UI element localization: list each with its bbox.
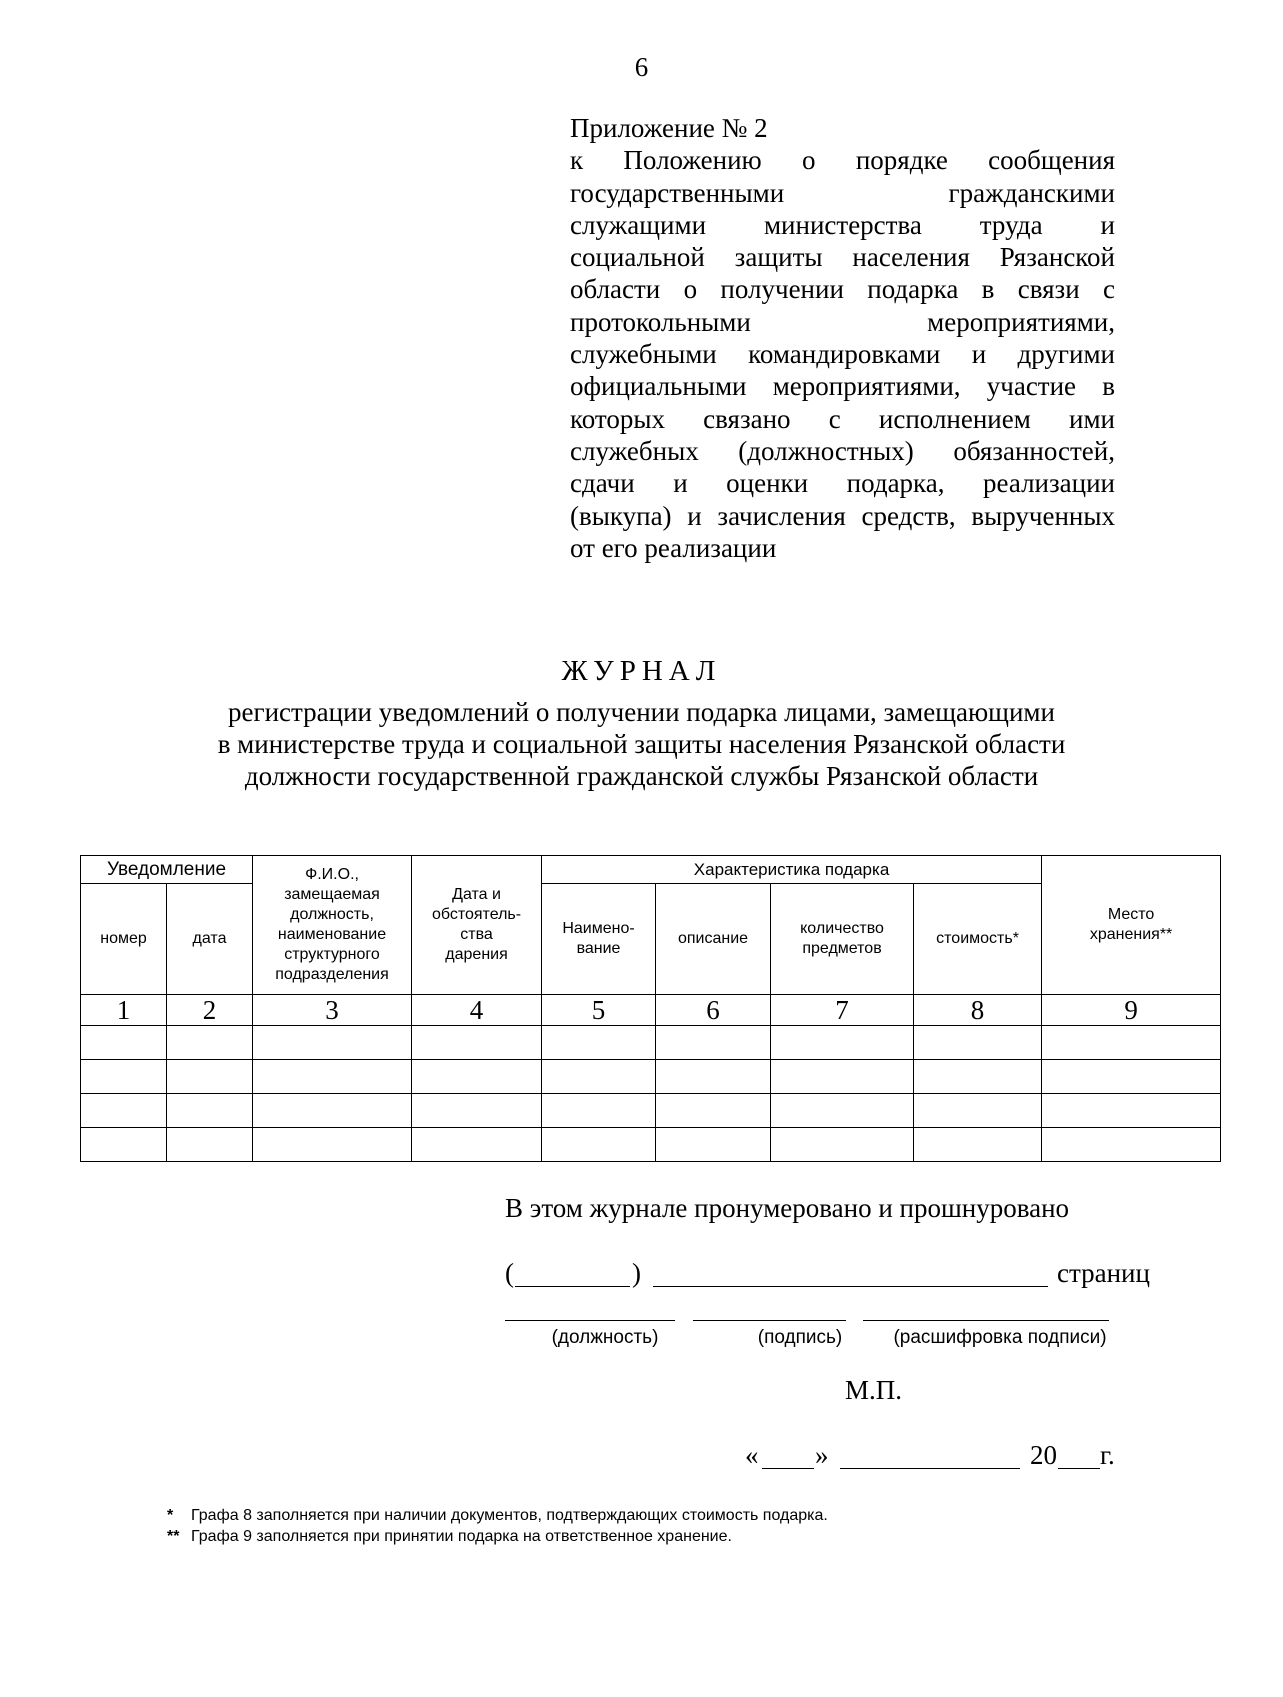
table-cell[interactable] bbox=[771, 1026, 914, 1060]
table-cell[interactable] bbox=[1042, 1094, 1221, 1128]
quote-open: « bbox=[745, 1440, 759, 1470]
column-number: 7 bbox=[771, 995, 914, 1026]
caption-decoding: (расшифровка подписи) bbox=[893, 1327, 1107, 1348]
appendix-line: социальной защиты населения Рязанской bbox=[570, 242, 1115, 273]
header-description: описание bbox=[656, 884, 771, 995]
appendix-line: которых связано с исполнением ими bbox=[570, 403, 1115, 434]
close-paren: ) bbox=[632, 1258, 641, 1288]
table-cell[interactable] bbox=[656, 1026, 771, 1060]
table-cell[interactable] bbox=[253, 1094, 412, 1128]
caption-position: (должность) bbox=[551, 1327, 659, 1348]
table-cell[interactable] bbox=[542, 1094, 656, 1128]
pages-label: страниц bbox=[1057, 1258, 1150, 1288]
journal-subtitle-line: в министерстве труда и социальной защиты населения Рязанской области bbox=[217, 729, 1066, 759]
table-row bbox=[81, 1094, 1221, 1128]
table-cell[interactable] bbox=[656, 1060, 771, 1094]
appendix-line: служебными командировками и другими bbox=[570, 339, 1115, 370]
footnote bbox=[167, 1505, 828, 1526]
appendix-header bbox=[570, 112, 1115, 564]
table-cell[interactable] bbox=[167, 1128, 253, 1162]
appendix-line: протокольными мероприятиями, bbox=[570, 306, 1115, 337]
header-cost: стоимость* bbox=[914, 884, 1042, 995]
registration-table-wrapper bbox=[80, 855, 1173, 1165]
footnotes bbox=[167, 1505, 828, 1547]
journal-title: ЖУРНАЛ bbox=[561, 655, 722, 687]
quote-close: » bbox=[815, 1440, 829, 1470]
table-cell[interactable] bbox=[253, 1060, 412, 1094]
header-fio: Ф.И.О., замещаемая должность, наименование структурного подразделения bbox=[253, 856, 412, 995]
column-number-row bbox=[81, 995, 1221, 1026]
decoding-line[interactable] bbox=[863, 1320, 1109, 1321]
table-cell[interactable] bbox=[914, 1060, 1042, 1094]
journal-subtitle bbox=[100, 696, 1183, 792]
table-row bbox=[81, 1060, 1221, 1094]
footnote bbox=[167, 1526, 828, 1547]
journal-subtitle-line: регистрации уведомлений о получении подарка лицами, замещающими bbox=[228, 697, 1055, 727]
appendix-line: официальными мероприятиями, участие в bbox=[570, 371, 1115, 402]
table-cell[interactable] bbox=[656, 1128, 771, 1162]
table-cell[interactable] bbox=[1042, 1026, 1221, 1060]
header-number: номер bbox=[81, 884, 167, 995]
month-field[interactable] bbox=[840, 1468, 1020, 1469]
footnote-text: Графа 9 заполняется при принятии подарка на ответственное хранение. bbox=[191, 1528, 732, 1545]
table-cell[interactable] bbox=[1042, 1060, 1221, 1094]
appendix-line: от его реализации bbox=[570, 532, 777, 563]
appendix-line: (выкупа) и зачисления средств, вырученных bbox=[570, 500, 1115, 531]
year-prefix: 20 bbox=[1030, 1440, 1057, 1470]
appendix-line: служебных (должностных) обязанностей, bbox=[570, 435, 1115, 466]
table-cell[interactable] bbox=[167, 1026, 253, 1060]
table-cell[interactable] bbox=[914, 1094, 1042, 1128]
table-cell[interactable] bbox=[771, 1094, 914, 1128]
position-line[interactable] bbox=[505, 1320, 675, 1321]
signature-line[interactable] bbox=[693, 1320, 846, 1321]
column-number: 8 bbox=[914, 995, 1042, 1026]
column-number: 6 bbox=[656, 995, 771, 1026]
column-number: 5 bbox=[542, 995, 656, 1026]
appendix-line: служащими министерства труда и bbox=[570, 209, 1115, 240]
appendix-line: сдачи и оценки подарка, реализации bbox=[570, 468, 1115, 499]
header-gift-name: Наимено- вание bbox=[542, 884, 656, 995]
footnote-text: Графа 8 заполняется при наличии документов, подтверждающих стоимость подарка. bbox=[191, 1507, 828, 1524]
page-count-digits-field[interactable] bbox=[515, 1286, 630, 1287]
table-cell[interactable] bbox=[1042, 1128, 1221, 1162]
appendix-line: области о получении подарка в связи с bbox=[570, 274, 1115, 305]
stamp-place: М.П. bbox=[845, 1375, 903, 1405]
page-count-row bbox=[505, 1258, 1150, 1298]
table-cell[interactable] bbox=[81, 1026, 167, 1060]
appendix-line: к Положению о порядке сообщения bbox=[570, 145, 1115, 176]
day-field[interactable] bbox=[762, 1468, 814, 1469]
header-notification: Уведомление bbox=[81, 856, 253, 884]
page-number: 6 bbox=[634, 52, 649, 82]
header-quantity: количество предметов bbox=[771, 884, 914, 995]
column-number: 2 bbox=[167, 995, 253, 1026]
table-cell[interactable] bbox=[81, 1128, 167, 1162]
table-cell[interactable] bbox=[167, 1094, 253, 1128]
registration-table bbox=[80, 855, 1221, 1162]
header-date-circumstances: Дата и обстоятель- ства дарения bbox=[412, 856, 542, 995]
table-cell[interactable] bbox=[412, 1094, 542, 1128]
column-number: 1 bbox=[81, 995, 167, 1026]
column-number: 3 bbox=[253, 995, 412, 1026]
table-cell[interactable] bbox=[914, 1128, 1042, 1162]
column-number: 4 bbox=[412, 995, 542, 1026]
open-paren: ( bbox=[505, 1258, 514, 1288]
appendix-line: государственными гражданскими bbox=[570, 177, 1115, 208]
table-row bbox=[81, 1026, 1221, 1060]
page-count-words-field[interactable] bbox=[653, 1286, 1048, 1287]
footnote-mark: ** bbox=[167, 1528, 180, 1545]
column-number: 9 bbox=[1042, 995, 1221, 1026]
table-cell[interactable] bbox=[771, 1128, 914, 1162]
year-field[interactable] bbox=[1058, 1468, 1100, 1469]
table-cell[interactable] bbox=[167, 1060, 253, 1094]
appendix-title: Приложение № 2 bbox=[570, 113, 768, 143]
year-suffix: г. bbox=[1100, 1440, 1115, 1470]
header-gift-characteristics: Характеристика подарка bbox=[542, 856, 1042, 884]
table-cell[interactable] bbox=[253, 1026, 412, 1060]
table-cell[interactable] bbox=[542, 1128, 656, 1162]
table-cell[interactable] bbox=[656, 1094, 771, 1128]
header-storage-place: Место хранения** bbox=[1042, 856, 1221, 995]
table-cell[interactable] bbox=[542, 1060, 656, 1094]
header-date: дата bbox=[167, 884, 253, 995]
journal-subtitle-line: должности государственной гражданской службы Рязанской области bbox=[244, 761, 1039, 791]
table-cell[interactable] bbox=[81, 1060, 167, 1094]
footnote-mark: * bbox=[167, 1507, 174, 1524]
caption-signature: (подпись) bbox=[757, 1327, 843, 1348]
table-cell[interactable] bbox=[253, 1128, 412, 1162]
date-row bbox=[745, 1440, 1115, 1480]
table-cell[interactable] bbox=[914, 1026, 1042, 1060]
table-cell[interactable] bbox=[412, 1060, 542, 1094]
table-cell[interactable] bbox=[81, 1094, 167, 1128]
table-cell[interactable] bbox=[771, 1060, 914, 1094]
table-cell[interactable] bbox=[412, 1128, 542, 1162]
table-cell[interactable] bbox=[412, 1026, 542, 1060]
stitched-statement: В этом журнале пронумеровано и прошнуровано bbox=[505, 1193, 1070, 1223]
table-row bbox=[81, 1128, 1221, 1162]
table-cell[interactable] bbox=[542, 1026, 656, 1060]
